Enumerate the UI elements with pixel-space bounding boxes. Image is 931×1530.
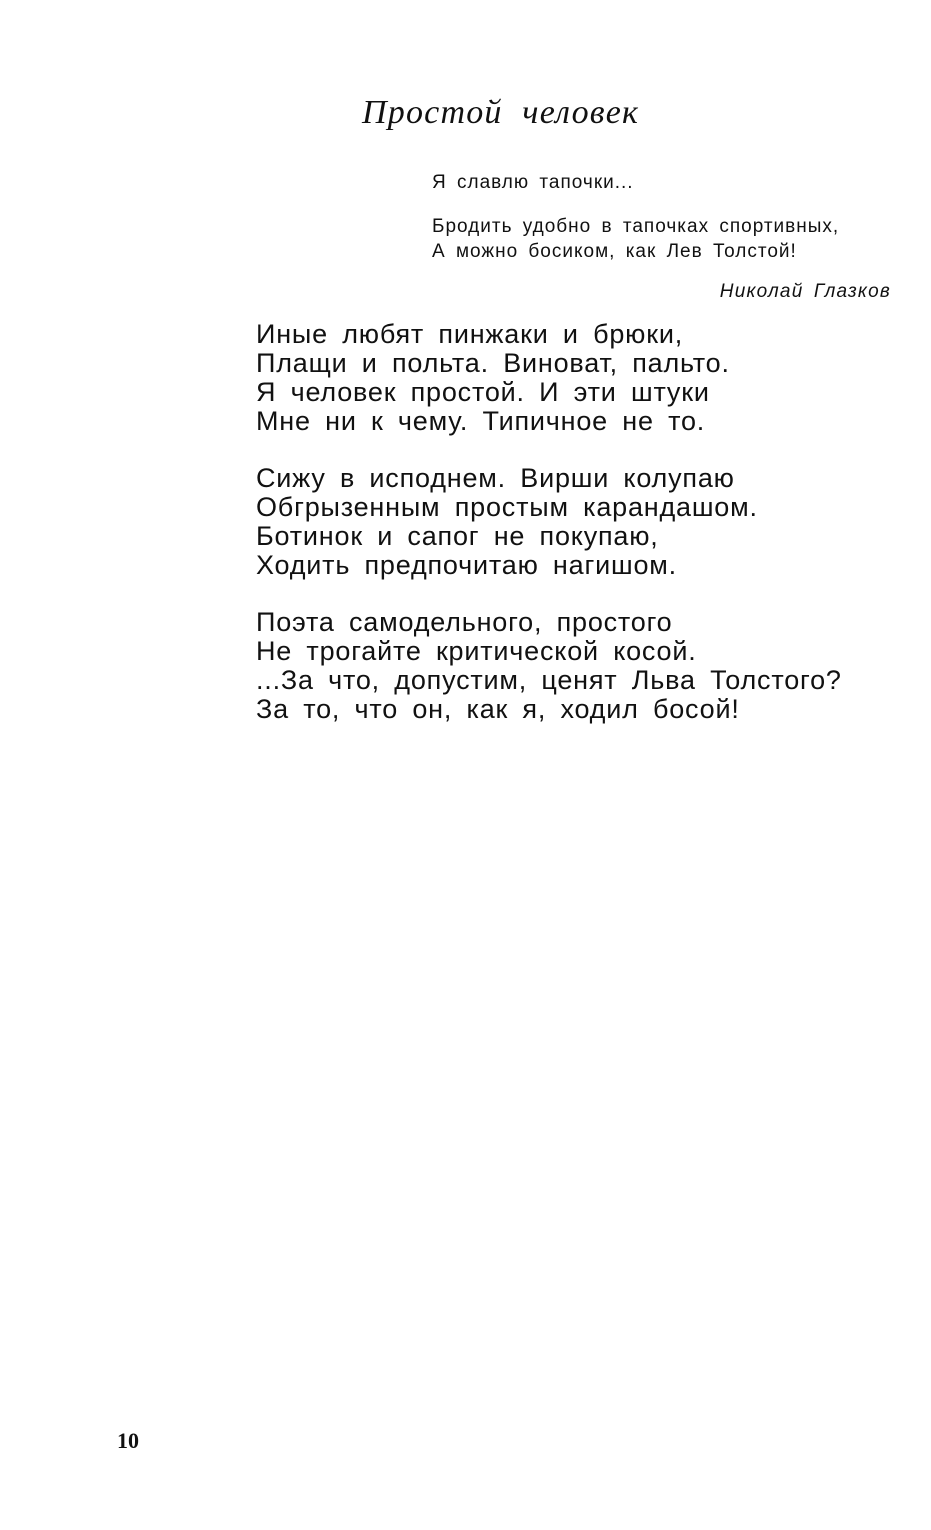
epigraph-line: А можно босиком, как Лев Толстой!	[432, 241, 797, 262]
poem-title: Простой человек	[362, 94, 640, 131]
verse-line: Ходить предпочитаю нагишом.	[256, 550, 677, 580]
stanza	[256, 320, 842, 436]
epigraph-line: Я славлю тапочки...	[432, 172, 634, 193]
verse-line: За то, что он, как я, ходил босой!	[256, 694, 740, 724]
stanza	[256, 464, 842, 580]
epigraph	[432, 170, 892, 264]
verse-line: Иные любят пинжаки и брюки,	[256, 319, 684, 349]
stanza	[256, 608, 842, 724]
epigraph-author: Николай Глазков	[719, 281, 891, 302]
poem-body	[256, 320, 842, 752]
page-number: 10	[117, 1428, 139, 1453]
verse-line: Сижу в исподнем. Вирши колупаю	[256, 463, 735, 493]
verse-line: Обгрызенным простым карандашом.	[256, 492, 758, 522]
verse-line: Я человек простой. И эти штуки	[256, 377, 710, 407]
verse-line: Мне ни к чему. Типичное не то.	[256, 406, 706, 436]
verse-line: Поэта самодельного, простого	[256, 607, 673, 637]
verse-line: Не трогайте критической косой.	[256, 636, 697, 666]
epigraph-line: Бродить удобно в тапочках спортивных,	[432, 216, 840, 237]
verse-line: Ботинок и сапог не покупаю,	[256, 521, 659, 551]
verse-line: Плащи и польта. Виноват, пальто.	[256, 348, 730, 378]
verse-line: ...За что, допустим, ценят Льва Толстого?	[256, 665, 842, 695]
